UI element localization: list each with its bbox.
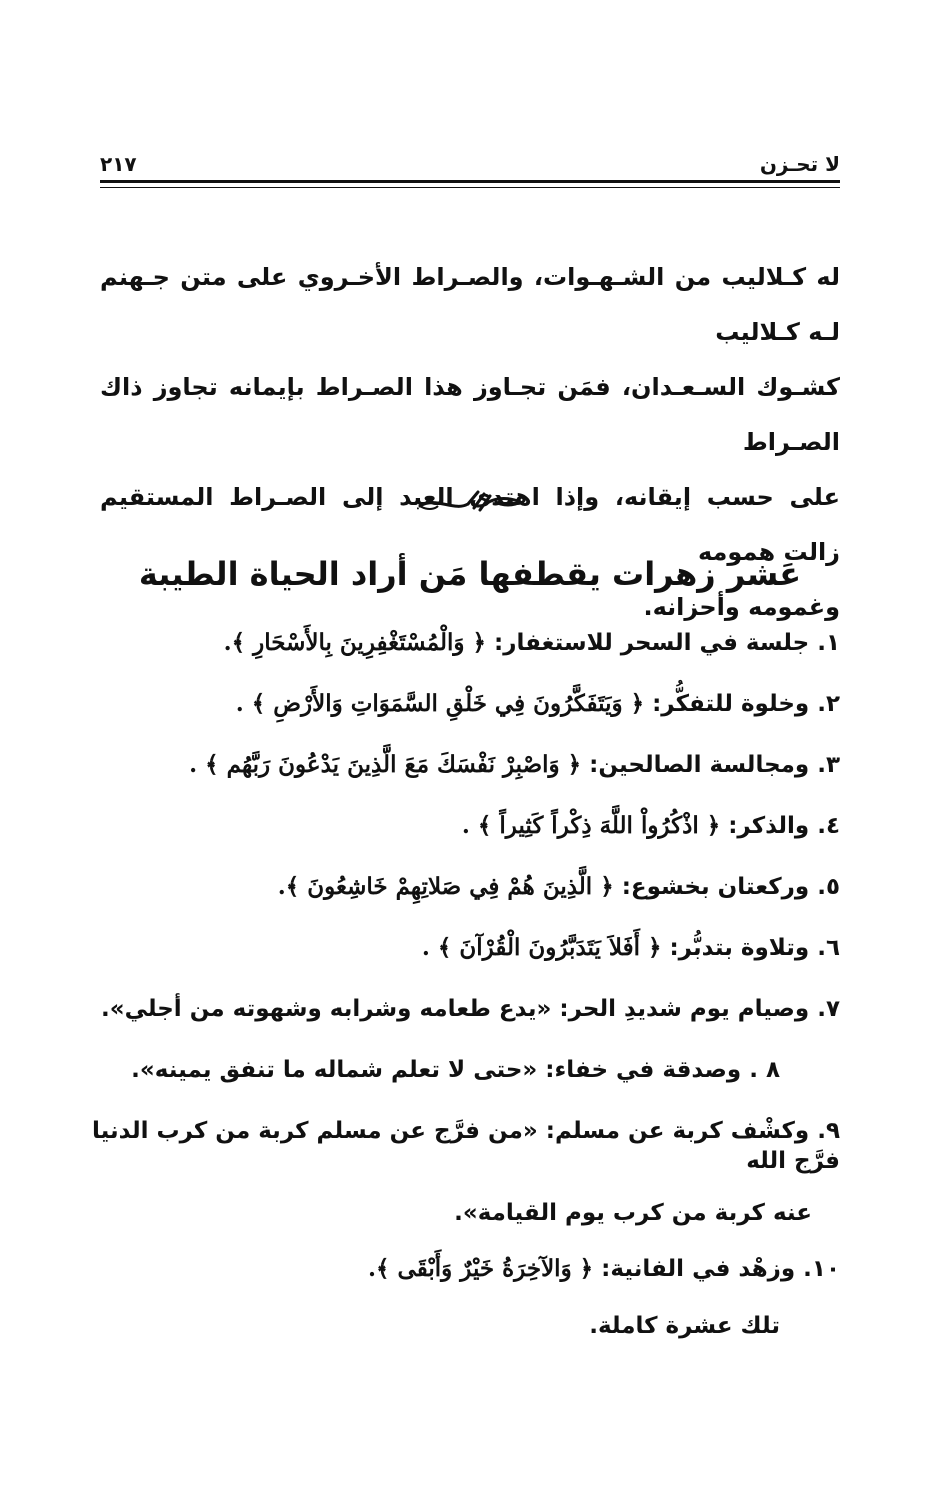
item-hadith-continuation: عنه كربة من كرب يوم القيامة». — [454, 1200, 812, 1226]
item-quote: ﴿ وَالآخِرَةُ خَيْرٌ وَأَبْقَى ﴾. — [368, 1255, 594, 1282]
item-quote: ﴿ الَّذِينَ هُمْ فِي صَلاتِهِمْ خَاشِعُونَ ﴾. — [277, 873, 614, 900]
item-lead: ٣. ومجالسة الصالحين: — [581, 752, 840, 778]
item-hadith: «حتى لا تعلم شماله ما تنفق يمينه». — [131, 1057, 538, 1083]
item-lead: ٧. وصيام يوم شديدِ الحر: — [551, 996, 840, 1022]
item-hadith: «يدع طعامه وشرابه وشهوته من أجلي». — [100, 996, 552, 1022]
paragraph-line: وغمومه وأحزانه. — [643, 593, 840, 621]
section-title: عَشر زهرات يقطفها مَن أراد الحياة الطيبة — [138, 555, 802, 593]
paragraph-line: كشـوك السـعـدان، فمَن تجـاوز هذا الصـراط بإيمانه تجاوز ذاك الصـراط — [100, 373, 840, 456]
item-lead: ١. جلسة في السحر للاستغفار: — [486, 630, 840, 656]
item-quote: ﴿ أَفَلاَ يَتَدَبَّرُونَ الْقُرْآنَ ﴾ . — [421, 934, 662, 961]
item-lead: ١٠. وزهْد في الفانية: — [593, 1256, 840, 1282]
paragraph-line: على حسب إيقانه، وإذا اهتدى العبد إلى الصـراط المستقيم زالت همومه — [100, 483, 840, 566]
item-hadith: «من فرَّج عن مسلم كربة من كرب الدنيا فرَّج الله — [92, 1118, 840, 1174]
running-header — [100, 140, 840, 176]
item-quote: ﴿ وَيَتَفَكَّرُونَ فِي خَلْقِ السَّمَوَاتِ وَالأَرْضِ ﴾ . — [235, 690, 645, 717]
closing-line: تلك عشرة كاملة. — [589, 1313, 780, 1339]
item-lead: ٢. وخلوة للتفكُّر: — [644, 691, 840, 717]
item-lead: ٩. وكشْف كربة عن مسلم: — [537, 1118, 840, 1144]
list-item — [80, 872, 840, 902]
list-item — [80, 933, 840, 963]
decorative-flourish-icon — [416, 482, 526, 522]
item-lead: ٥. وركعتان بخشوع: — [613, 874, 840, 900]
item-lead: ٤. والذكر: — [720, 813, 840, 839]
item-lead: ٨ . وصدقة في خفاء: — [537, 1057, 780, 1083]
list-item — [80, 811, 840, 841]
header-rule-thick — [100, 180, 840, 183]
list-item — [80, 1055, 840, 1085]
page-number: ٢١٧ — [100, 152, 137, 176]
header-rule-thin — [100, 187, 840, 188]
book-title: لا تحـزن — [759, 152, 840, 176]
paragraph-line: له كـلاليب من الشـهـوات، والصـراط الأخـروي على متن جـهنم لـه كـلاليب — [100, 263, 840, 346]
item-quote: ﴿ اذْكُرُواْ اللَّهَ ذِكْراً كَثِيراً ﴾ . — [461, 812, 721, 839]
list-item — [80, 689, 840, 719]
list-item — [80, 994, 840, 1024]
item-quote: ﴿ وَاصْبِرْ نَفْسَكَ مَعَ الَّذِينَ يَدْعُونَ رَبَّهُم ﴾ . — [189, 751, 582, 778]
list-item — [80, 628, 840, 658]
item-lead: ٦. وتلاوة بتدبُّر: — [661, 935, 840, 961]
item-quote: ﴿ وَالْمُسْتَغْفِرِينَ بِالأَسْحَارِ ﴾. — [223, 629, 486, 656]
list-item — [80, 750, 840, 780]
list-item — [80, 1116, 840, 1228]
numbered-list — [80, 628, 840, 1339]
list-item — [80, 1254, 840, 1284]
